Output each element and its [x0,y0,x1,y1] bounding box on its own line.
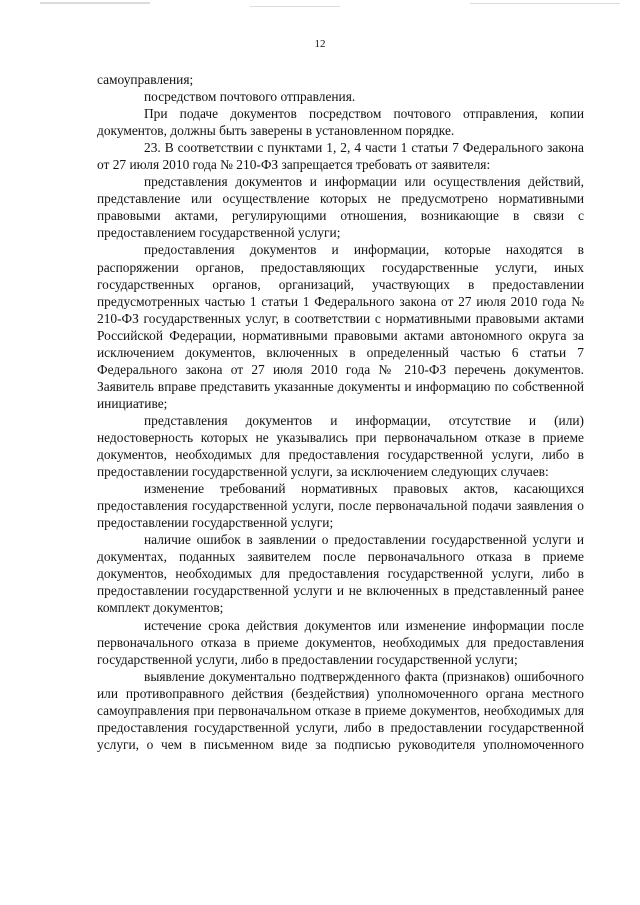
scan-artifact-top-left [40,2,150,4]
paragraph: При подаче документов посредством почтового отправления, копии документов, должны быть заверены в установленном порядке. [97,106,584,139]
document-body [97,71,584,753]
paragraph: самоуправления; [97,72,194,87]
paragraph: посредством почтового отправления. [144,89,356,105]
paragraph: предоставления документов и информации, которые находятся в распоряжении органов, предоставляющих государственные услуги, иных государственных органов, организаций, участвующих в предоставлении предусмотренных частью 1 статьи 1 Федерального закона от 27 июля 2010 года № 210-ФЗ государственных услуг, в соответствии с нормативными правовыми актами Российской Федерации, нормативными правовыми актами автономного округа за исключением документов, включенных в определенный частью 6 статьи 7 Федерального закона от 27 июля 2010 года № 210-ФЗ перечень документов. Заявитель вправе представить указанные документы и информацию по собственной инициативе; [97,242,584,411]
scan-artifact-top-right [470,3,620,4]
paragraph: 23. В соответствии с пунктами 1, 2, 4 части 1 статьи 7 Федерального закона от 27 июля 2010 года № 210-ФЗ запрещается требовать от заявителя: [97,140,584,173]
paragraph: наличие ошибок в заявлении о предоставлении государственной услуги и документах, поданных заявителем после первоначального отказа в приеме документов, необходимых для предоставления государственной услуги, либо в предоставлении государственной услуги и не включенных в представленный ранее комплект документов; [97,532,584,616]
paragraph: истечение срока действия документов или изменение информации после первоначального отказа в приеме документов, необходимых для предоставления государственной услуги, либо в предоставлении государственной услуги; [97,617,584,667]
paragraph: выявление документально подтвержденного факта (признаков) ошибочного или противоправного действия (бездействия) уполномоченного органа местного самоуправления при первоначальном отказе в приеме документов, необходимых для предоставления государственной услуги, либо в предоставлении государственной услуги, о чем в письменном виде за подписью руководителя уполномоченного [97,668,584,752]
paragraph: изменение требований нормативных правовых актов, касающихся предоставления государственной услуги, после первоначальной подачи заявления о предоставлении государственной услуги; [97,481,584,531]
page-number: 12 [314,38,326,50]
paragraph: представления документов и информации или осуществления действий, представление или осуществление которых не предусмотрено нормативными правовыми актами, регулирующими отношения, возникающие в связи с предоставлением государственной услуги; [97,174,584,241]
scan-artifact-top-center [250,6,340,7]
paragraph: представления документов и информации, отсутствие и (или) недостоверность которых не указывались при первоначальном отказе в приеме документов, необходимых для предоставления государственной услуги, либо в предоставлении государственной услуги, за исключением следующих случаев: [97,412,584,480]
